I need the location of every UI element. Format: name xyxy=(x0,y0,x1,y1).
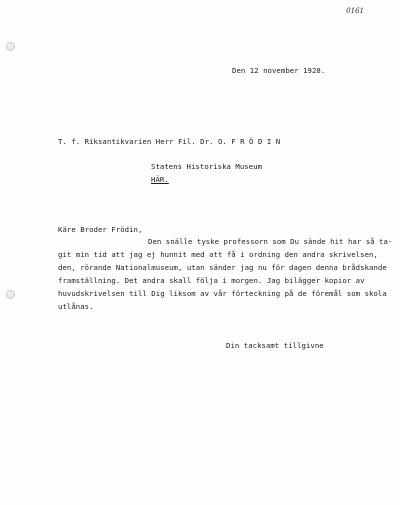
body-line: Den snälle tyske professorn som Du sände hit har så ta- xyxy=(148,237,393,246)
body-line: utlånas. xyxy=(58,302,94,311)
body-line: git min tid att jag ej hunnit med att få i ordning den andra skrivelsen, xyxy=(58,250,378,259)
recipient-line: T. f. Riksantikvarien Herr Fil. Dr. O. F R Ö D I N xyxy=(58,137,281,146)
body-line: den, rörande Nationalmuseum, utan sänder jag nu för dagen denna brådskande xyxy=(58,263,387,272)
body-line: framställning. Det andra skall följa i morgen. Jag bilägger kopior av xyxy=(58,276,365,285)
archive-reference-number: 0161 xyxy=(346,7,364,15)
institution-name: Statens Historiska Museum xyxy=(151,162,263,171)
closing: Din tacksamt tillgivne xyxy=(226,341,324,350)
salutation: Käre Broder Frödin, xyxy=(58,225,143,234)
location-line: HÄR. xyxy=(151,175,169,184)
letter-date: Den 12 november 1928. xyxy=(232,66,326,75)
body-line: huvudskrivelsen till Dig liksom av vår förteckning på de föremål som skola xyxy=(58,289,387,298)
punch-hole-bottom xyxy=(6,290,15,299)
punch-hole-top xyxy=(6,42,15,51)
